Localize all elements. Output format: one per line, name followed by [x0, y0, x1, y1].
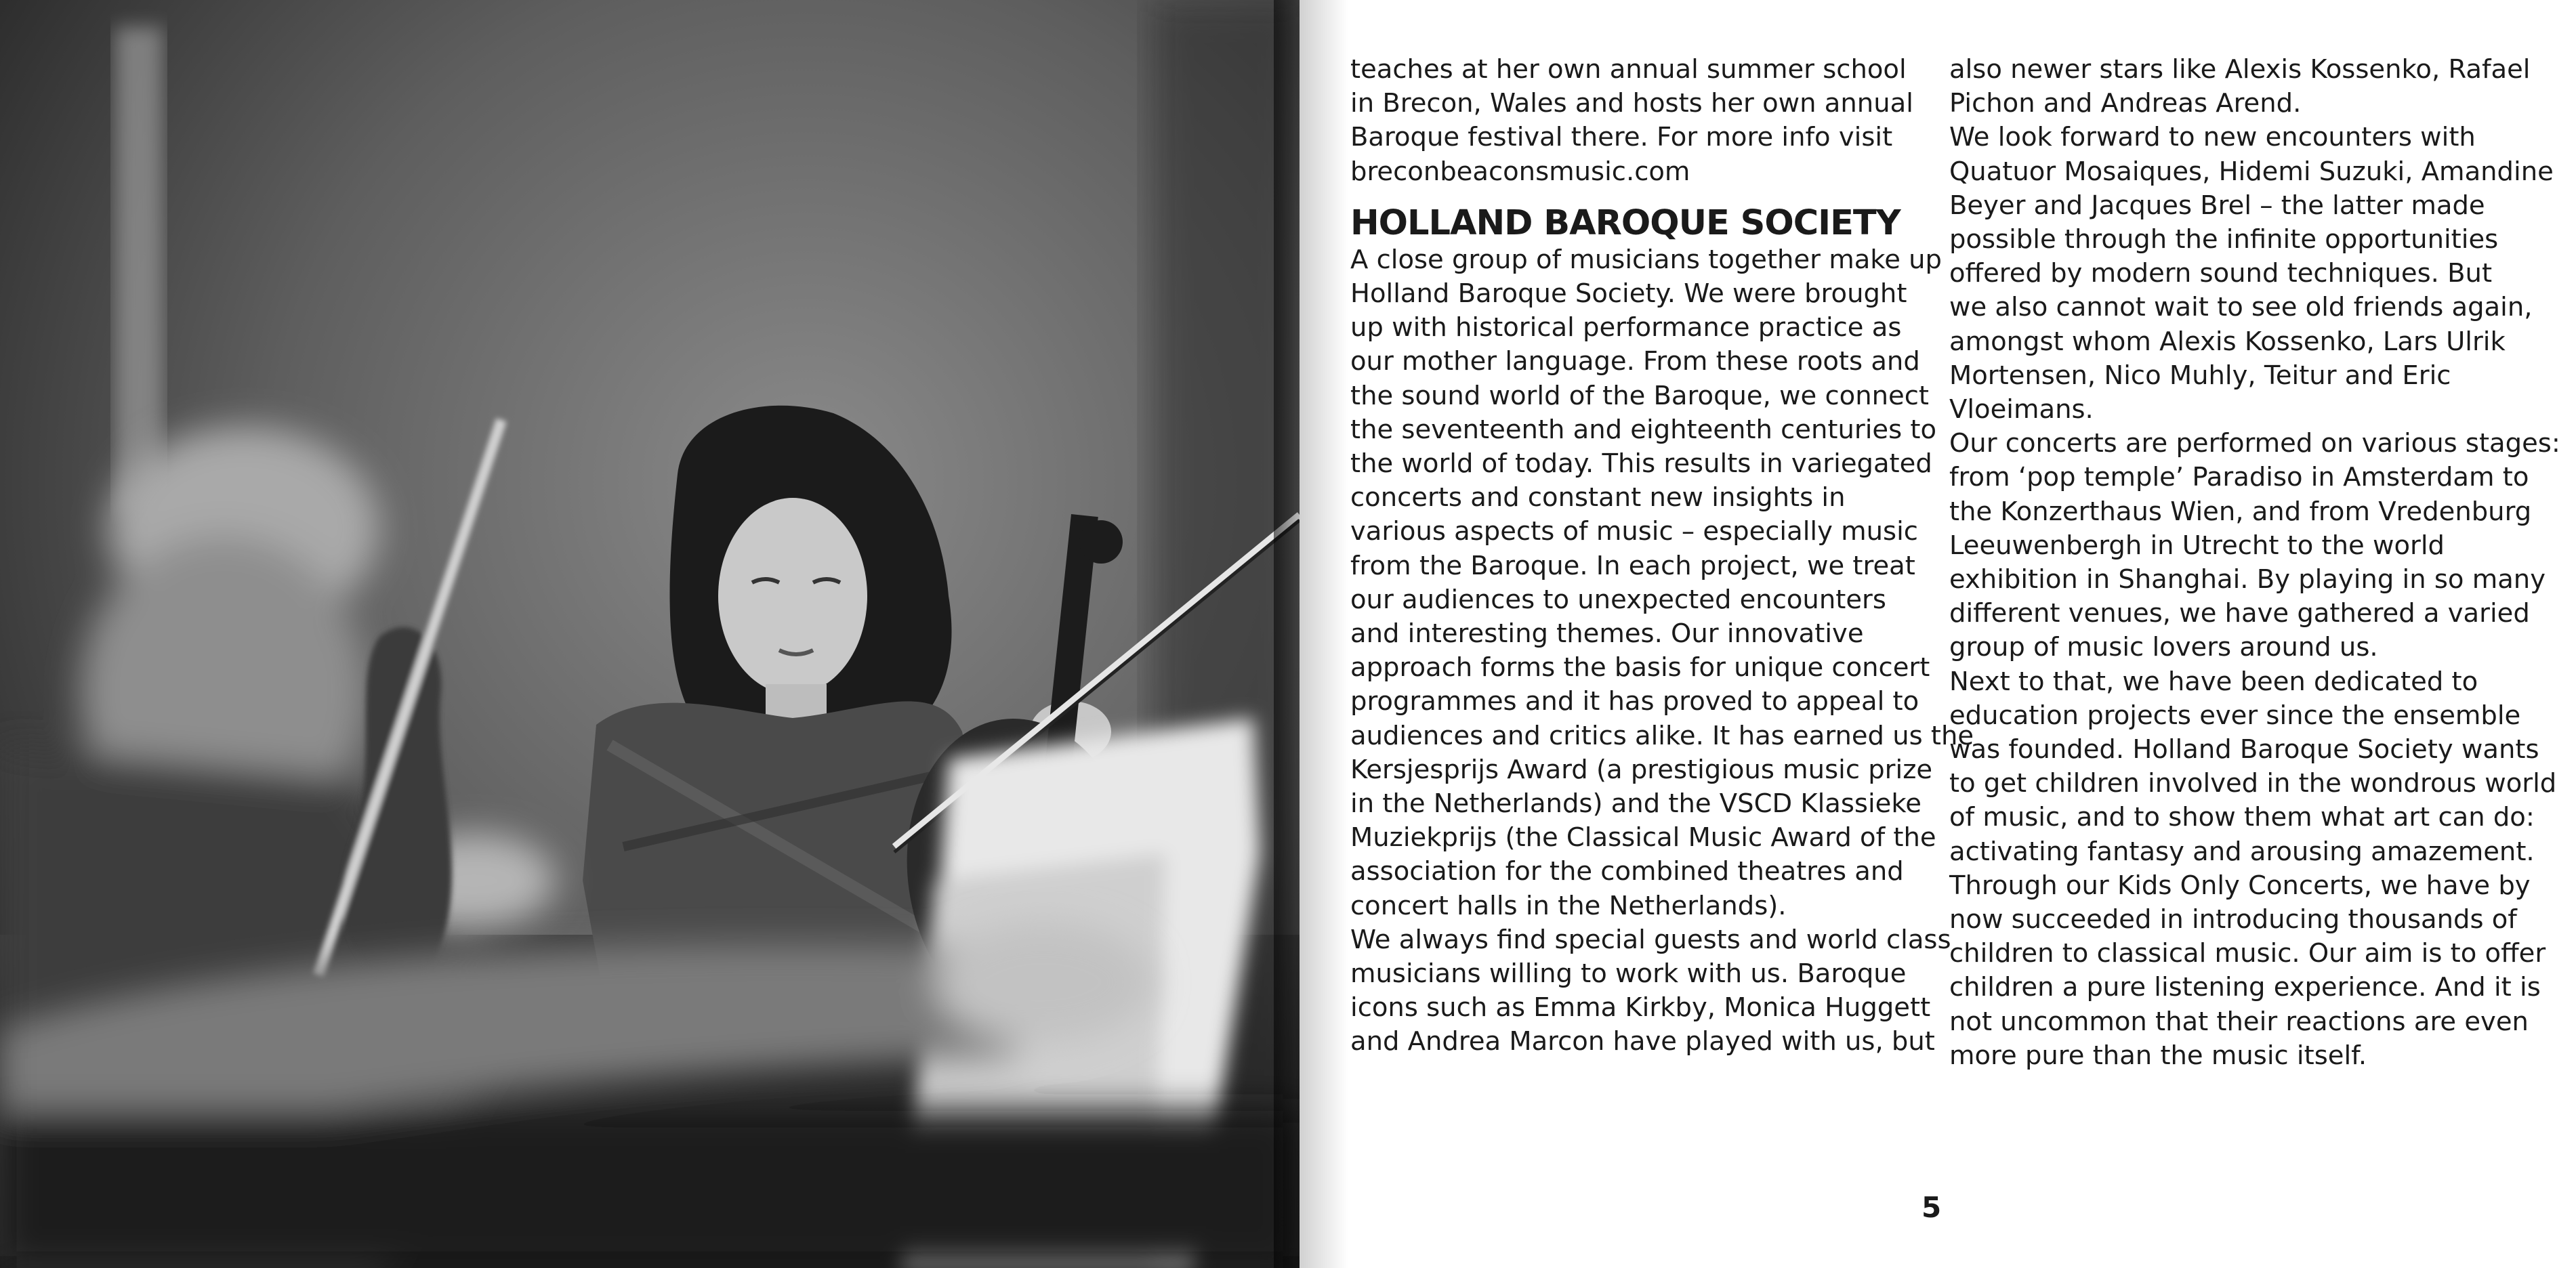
- section-heading: HOLLAND BAROQUE SOCIETY: [1350, 203, 1900, 243]
- text-line: concert halls in the Netherlands).: [1350, 890, 1787, 921]
- text-line: up with historical performance practice as: [1350, 312, 1902, 343]
- text-line: We always find special guests and world class: [1350, 924, 1951, 955]
- text-line: Quatuor Mosaiques, Hidemi Suzuki, Amandine: [1949, 156, 2554, 187]
- text-line: our audiences to unexpected encounters: [1350, 584, 1886, 615]
- text-line: not uncommon that their reactions are even: [1949, 1006, 2529, 1037]
- text-line: education projects ever since the ensemble: [1949, 700, 2521, 731]
- text-line: A close group of musicians together make up: [1350, 244, 1942, 275]
- text-line: from ‘pop temple’ Paradiso in Amsterdam to: [1949, 462, 2529, 493]
- text-line: various aspects of music – especially music: [1350, 516, 1918, 547]
- text-line: approach forms the basis for unique concert: [1350, 652, 1930, 683]
- book-gutter-shadow: [1274, 0, 1348, 1268]
- text-line: We look forward to new encounters with: [1949, 122, 2476, 153]
- text-line: children a pure listening experience. And it is: [1949, 972, 2541, 1003]
- text-line: Muziekprijs (the Classical Music Award of the: [1350, 822, 1936, 853]
- text-line: Our concerts are performed on various stages:: [1949, 428, 2560, 459]
- text-line: Baroque festival there. For more info visit: [1350, 122, 1893, 153]
- text-line: more pure than the music itself.: [1949, 1040, 2367, 1071]
- text-line: the Konzerthaus Wien, and from Vredenburg: [1949, 496, 2532, 527]
- left-text-column: [1350, 53, 1974, 1059]
- text-line: teaches at her own annual summer school: [1350, 54, 1907, 85]
- text-line: group of music lovers around us.: [1949, 632, 2378, 663]
- text-line: was founded. Holland Baroque Society wants: [1949, 734, 2539, 765]
- text-line: from the Baroque. In each project, we treat: [1350, 550, 1915, 581]
- text-line: possible through the infinite opportunities: [1949, 224, 2499, 255]
- text-line: icons such as Emma Kirkby, Monica Huggett: [1350, 992, 1931, 1023]
- text-line: audiences and critics alike. It has earned us the: [1350, 720, 1974, 751]
- text-line: musicians willing to work with us. Baroque: [1350, 958, 1907, 990]
- text-line: concerts and constant new insights in: [1350, 482, 1846, 513]
- text-line: also newer stars like Alexis Kossenko, Rafael: [1949, 54, 2531, 85]
- right-text-column: [1949, 53, 2560, 1073]
- text-line: activating fantasy and arousing amazement.: [1949, 836, 2535, 867]
- text-line: in Brecon, Wales and hosts her own annual: [1350, 88, 1913, 119]
- text-line: in the Netherlands) and the VSCD Klassieke: [1350, 788, 1921, 820]
- text-line: association for the combined theatres and: [1350, 856, 1904, 887]
- text-line: children to classical music. Our aim is to offer: [1949, 938, 2546, 969]
- text-line: different venues, we have gathered a varied: [1949, 598, 2530, 629]
- text-line: Through our Kids Only Concerts, we have by: [1949, 870, 2531, 901]
- text-line: amongst whom Alexis Kossenko, Lars Ulrik: [1949, 326, 2506, 357]
- text-line: exhibition in Shanghai. By playing in so many: [1949, 564, 2546, 595]
- text-line: Holland Baroque Society. We were brought: [1350, 278, 1907, 310]
- text-line: programmes and it has proved to appeal to: [1350, 686, 1919, 717]
- text-line: now succeeded in introducing thousands of: [1949, 904, 2517, 935]
- text-line: Vloeimans.: [1949, 394, 2094, 425]
- text-line: and interesting themes. Our innovative: [1350, 618, 1864, 650]
- text-line: of music, and to show them what art can do:: [1949, 802, 2535, 833]
- text-line: our mother language. From these roots and: [1350, 346, 1920, 377]
- text-line: the sound world of the Baroque, we connect: [1350, 380, 1929, 411]
- page-number: 5: [1921, 1191, 1942, 1224]
- text-line: breconbeaconsmusic.com: [1350, 156, 1690, 187]
- text-line: and Andrea Marcon have played with us, but: [1350, 1026, 1935, 1057]
- text-line: Beyer and Jacques Brel – the latter made: [1949, 190, 2485, 221]
- text-line: Leeuwenbergh in Utrecht to the world: [1949, 530, 2445, 561]
- text-line: offered by modern sound techniques. But: [1949, 258, 2493, 289]
- text-line: the seventeenth and eighteenth centuries to: [1350, 414, 1937, 445]
- text-line: Pichon and Andreas Arend.: [1949, 88, 2302, 119]
- text-line: Kersjesprijs Award (a prestigious music prize: [1350, 754, 1933, 785]
- text-line: Next to that, we have been dedicated to: [1949, 666, 2478, 697]
- text-line: we also cannot wait to see old friends again,: [1949, 292, 2533, 323]
- text-line: to get children involved in the wondrous world: [1949, 768, 2557, 799]
- text-line: Mortensen, Nico Muhly, Teitur and Eric: [1949, 360, 2451, 391]
- text-line: the world of today. This results in variegated: [1350, 448, 1932, 480]
